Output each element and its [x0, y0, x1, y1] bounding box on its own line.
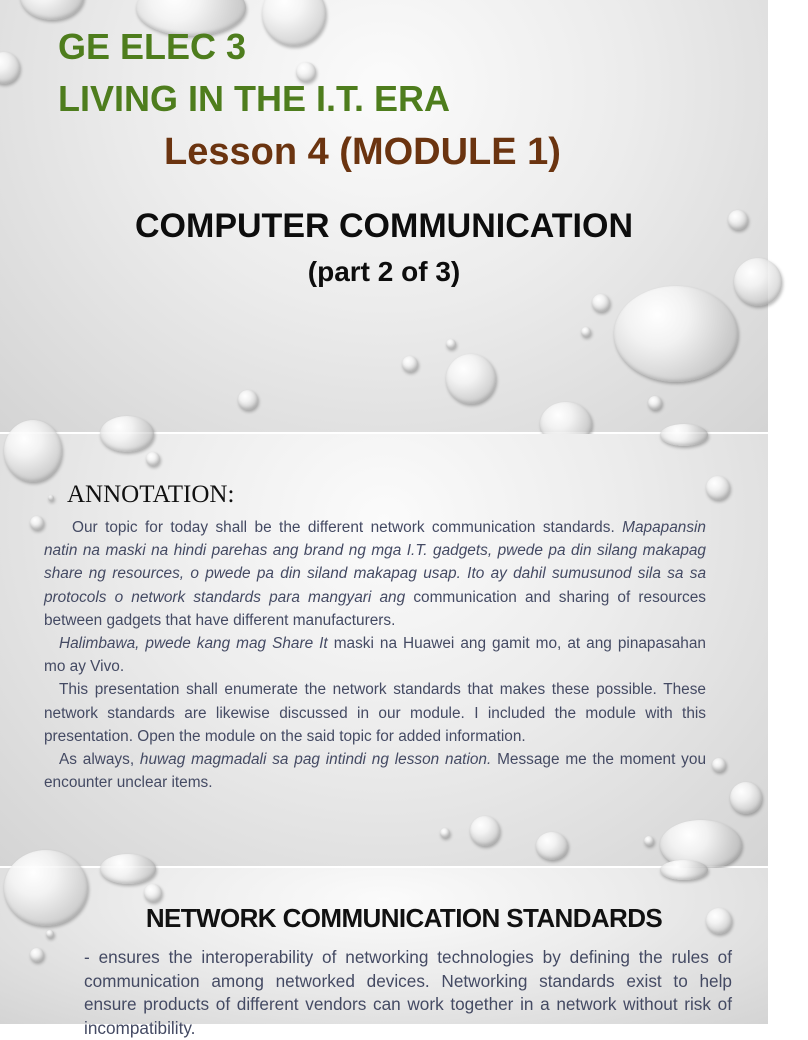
network-standards-definition: - ensures the interoperability of networking technologies by defining the rules of communication among networked devices. Networking standards exist to help ensure products of different vendors can work together in a network without risk of incompatibility.: [84, 947, 732, 1038]
course-title: LIVING IN THE I.T. ERA: [58, 78, 451, 119]
water-drop-icon: [644, 836, 654, 846]
water-drop-icon: [4, 420, 62, 482]
water-drop-icon: [660, 424, 708, 446]
water-drop-icon: [30, 516, 44, 530]
annotation-paragraph: [44, 632, 706, 678]
water-drop-icon: [614, 286, 738, 382]
water-drop-icon: [20, 0, 84, 20]
water-drop-icon: [592, 294, 610, 312]
annotation-text: Our topic for today shall be the different network communication standards.: [72, 519, 623, 536]
lesson-title: Lesson 4 (MODULE 1): [164, 131, 561, 173]
annotation-tagalog-text: Mapapansin natin na maski na hindi parehas ang brand ng mga I.T. gadgets, pwede pa din silang makapag share ng resources, o pwede pa din siland makapag usap. Ito ay dahil sumusunod sila sa sa protocols o network standards para mangyari ang: [44, 519, 706, 606]
water-drop-icon: [30, 948, 44, 962]
annotation-tagalog-text: Halimbawa, pwede kang mag Share It: [59, 635, 328, 653]
water-drop-icon: [262, 0, 326, 46]
annotation-text: maski na Huawei ang gamit mo, at ang pinapasahan mo ay Vivo.: [44, 635, 706, 676]
water-drop-icon: [238, 390, 258, 410]
water-drop-icon: [536, 832, 568, 860]
water-drop-icon: [648, 396, 662, 410]
annotation-text: communication and sharing of resources between gadgets that have different manufacturers.: [44, 588, 706, 629]
annotation-heading: ANNOTATION:: [67, 481, 235, 508]
water-drop-icon: [144, 884, 162, 902]
water-drop-icon: [0, 52, 20, 84]
part-subtitle: (part 2 of 3): [307, 256, 461, 287]
water-drop-icon: [706, 476, 730, 500]
network-standards-slide: [0, 868, 768, 1038]
network-standards-heading: NETWORK COMMUNICATION STANDARDS: [145, 903, 663, 933]
water-drop-icon: [100, 416, 154, 452]
water-drop-icon: [402, 356, 418, 372]
annotation-text: As always,: [59, 751, 140, 769]
water-drop-icon: [446, 354, 496, 404]
annotation-text: This presentation shall enumerate the network standards that makes these possible. These network standards are likewise discussed in our module. I included the module with this presentation. Open the module on the said topic for added information.: [44, 681, 706, 745]
topic-title: COMPUTER COMMUNICATION: [135, 207, 633, 245]
annotation-text: Message me the moment you encounter unclear items.: [44, 751, 706, 792]
course-code: GE ELEC 3: [58, 26, 247, 67]
water-drop-icon: [446, 339, 456, 349]
water-drop-icon: [440, 828, 450, 838]
annotation-paragraph: [44, 678, 706, 748]
title-slide: [0, 0, 768, 432]
annotation-paragraph: [44, 748, 706, 794]
water-drop-icon: [146, 452, 160, 466]
water-drop-icon: [660, 860, 708, 880]
annotation-paragraph: [44, 516, 706, 632]
water-drop-icon: [470, 816, 500, 846]
water-drop-icon: [712, 758, 726, 772]
water-drop-icon: [100, 854, 156, 884]
annotation-tagalog-text: huwag magmadali sa pag intindi ng lesson nation.: [139, 751, 492, 769]
water-drop-icon: [581, 327, 591, 337]
water-drop-icon: [730, 782, 762, 814]
annotation-slide: [0, 434, 768, 866]
water-drop-icon: [48, 495, 54, 501]
annotation-body: [44, 516, 706, 794]
